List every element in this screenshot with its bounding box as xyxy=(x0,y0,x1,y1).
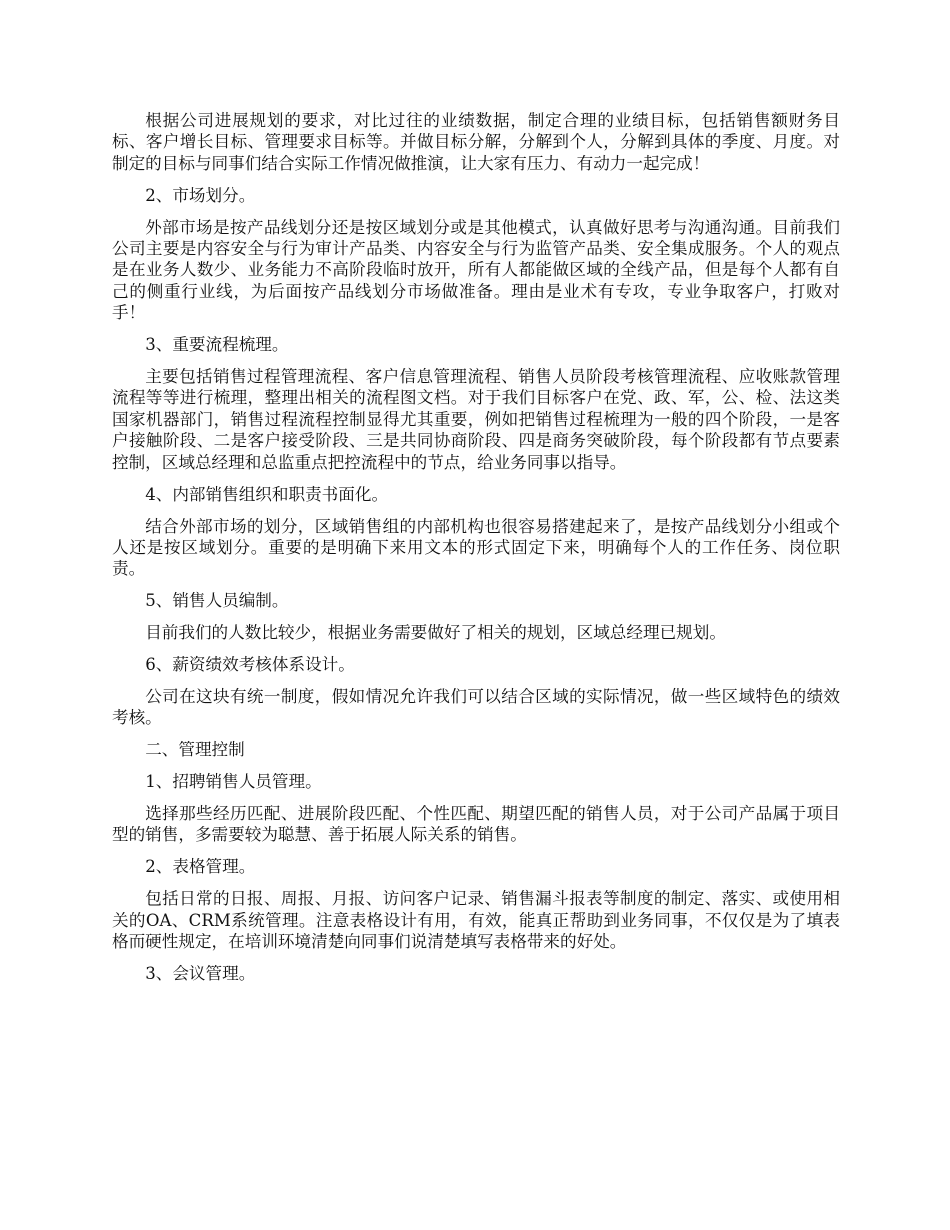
heading-management-control: 二、管理控制 xyxy=(145,740,245,760)
heading-internal-organization: 4、内部销售组织和职责书面化。 xyxy=(145,484,389,504)
paragraph-form-management: 包括日常的日报、周报、月报、访问客户记录、销售漏斗报表等制度的制定、落实、或使用相关的OA、CRM系统管理。注意表格设计有用，有效，能真正帮助到业务同事，不仅仅是为了填表格而硬性规定，在培训环境清楚向同事们说清楚填写表格带来的好处。 xyxy=(112,889,840,952)
document-page xyxy=(112,110,840,995)
paragraph-staffing: 目前我们的人数比较少，根据业务需要做好了相关的规划，区域总经理已规划。 xyxy=(145,623,726,643)
paragraph-internal-organization: 结合外部市场的划分，区域销售组的内部机构也很容易搭建起来了，是按产品线划分小组或个人还是按区域划分。重要的是明确下来用文本的形式固定下来，明确每个人的工作任务、岗位职责。 xyxy=(112,516,840,579)
paragraph-recruitment: 选择那些经历匹配、进展阶段匹配、个性匹配、期望匹配的销售人员，对于公司产品属于项目型的销售，多需要较为聪慧、善于拓展人际关系的销售。 xyxy=(112,804,840,845)
heading-meeting-management: 3、会议管理。 xyxy=(145,964,256,983)
paragraph-compensation: 公司在这块有统一制度，假如情况允许我们可以结合区域的实际情况，做一些区域特色的绩效考核。 xyxy=(112,686,840,728)
heading-staffing: 5、销售人员编制。 xyxy=(145,591,289,611)
heading-process-review: 3、重要流程梳理。 xyxy=(145,335,289,355)
paragraph-process-review: 主要包括销售过程管理流程、客户信息管理流程、销售人员阶段考核管理流程、应收账款管理流程等等进行梳理，整理出相关的流程图文档。对于我们目标客户在党、政、军，公、检、法这类国家机器部门，销售过程流程控制显得尤其重要，例如把销售过程梳理为一般的四个阶段，一是客户接触阶段、二是客户接受阶段、三是共同协商阶段、四是商务突破阶段，每个阶段都有节点要素控制，区域总经理和总监重点把控流程中的节点，给业务同事以指导。 xyxy=(112,367,840,472)
paragraph-market-division: 外部市场是按产品线划分还是按区域划分或是其他模式，认真做好思考与沟通沟通。目前我们公司主要是内容安全与行为审计产品类、内容安全与行为监管产品类、安全集成服务。个人的观点是在业务人数少、业务能力不高阶段临时放开，所有人都能做区域的全线产品，但是每个人都有自己的侧重行业线，为后面按产品线划分市场做准备。理由是业术有专攻，专业争取客户，打败对手！ xyxy=(112,217,840,323)
heading-form-management: 2、表格管理。 xyxy=(145,857,256,877)
heading-recruitment: 1、招聘销售人员管理。 xyxy=(145,772,322,792)
paragraph-goal-setting: 根据公司进展规划的要求，对比过往的业绩数据，制定合理的业绩目标，包括销售额财务目标、客户增长目标、管理要求目标等。并做目标分解，分解到个人，分解到具体的季度、月度。对制定的目标与同事们结合实际工作情况做推演，让大家有压力、有动力一起完成！ xyxy=(112,111,840,173)
heading-compensation: 6、薪资绩效考核体系设计。 xyxy=(145,655,355,675)
heading-market-division: 2、市场划分。 xyxy=(145,185,256,205)
